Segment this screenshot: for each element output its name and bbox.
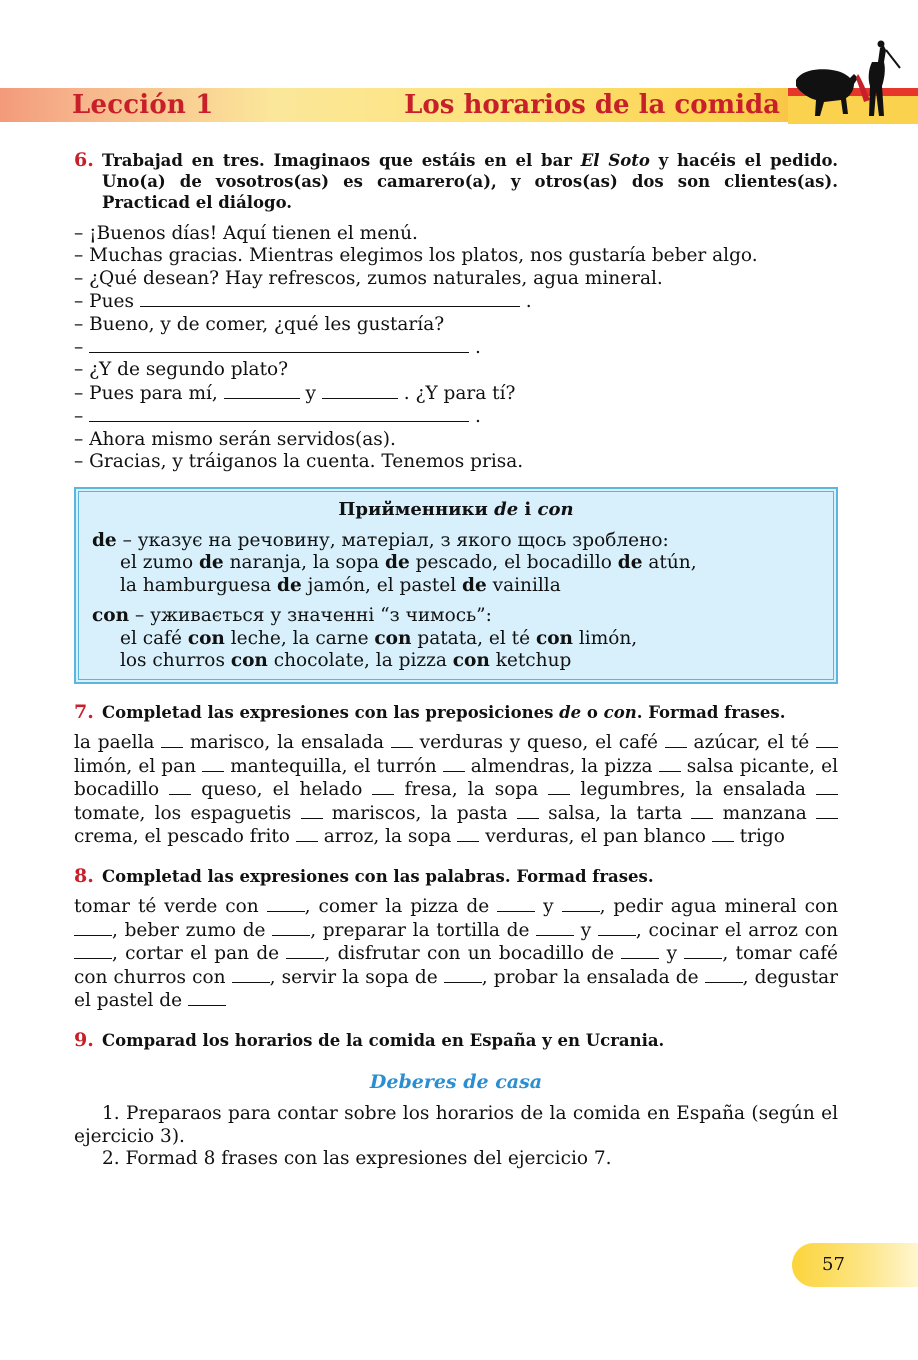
task-8: [74, 866, 838, 1012]
dialog-line: – .: [74, 337, 481, 359]
dialog: [74, 223, 838, 473]
answer-blank[interactable]: [169, 778, 191, 795]
dialog-line: – Pues .: [74, 291, 532, 313]
expression-text: , degustar el pastel de: [74, 966, 839, 1011]
answer-blank[interactable]: [161, 731, 183, 748]
de-rule: de – указує на речовину, матеріал, з якого щось зроблено:: [92, 529, 669, 551]
homework-title: Deberes de casa: [369, 1071, 543, 1094]
grammar-title: Прийменники de і con: [338, 499, 574, 521]
instruction-text: Trabajad en tres. Imaginaos que estáis en el bar: [102, 151, 581, 170]
task-8-expressions: [74, 895, 838, 1012]
task-number: 7.: [74, 701, 94, 724]
dialog-line: – Ahora mismo serán servidos(as).: [74, 428, 396, 450]
answer-blank[interactable]: [497, 895, 535, 912]
dialog-line: – ¡Buenos días! Aquí tienen el menú.: [74, 223, 418, 244]
expression-text: , disfrutar con un bocadillo de: [324, 943, 622, 965]
answer-blank[interactable]: [74, 919, 112, 936]
answer-blank[interactable]: [816, 802, 838, 819]
expression-text: tomar té verde con: [74, 896, 267, 918]
answer-blank[interactable]: [598, 919, 636, 936]
task-6-instruction: [74, 150, 838, 213]
instruction-text: y hacéis el pedido. Uno(a) de vosotros(as) es camarero(a), y otros(as) dos son clientes(as). Practicad el diálogo.: [102, 151, 838, 212]
answer-blank[interactable]: [224, 382, 300, 399]
answer-blank[interactable]: [548, 778, 570, 795]
expression-text: manzana: [713, 802, 816, 824]
answer-blank[interactable]: [267, 895, 305, 912]
answer-blank[interactable]: [562, 895, 600, 912]
expression-text: crema, el pescado frito: [74, 825, 296, 847]
task-number: 6.: [74, 149, 94, 171]
expression-text: limón, el pan: [74, 755, 203, 777]
answer-blank[interactable]: [691, 802, 713, 819]
expression-text: , beber zumo de: [112, 919, 273, 941]
task-7-instruction: 7. Completad las expresiones con las preposiciones de o con. Formad frases.: [74, 701, 786, 724]
answer-blank[interactable]: [301, 802, 323, 819]
de-example: el zumo de naranja, la sopa de pescado, el bocadillo de atún,: [120, 552, 697, 574]
answer-blank[interactable]: [232, 966, 270, 983]
lesson-label: Lección 1: [72, 90, 214, 120]
answer-blank[interactable]: [296, 825, 318, 842]
dialog-line: – ¿Y de segundo plato?: [74, 359, 289, 381]
answer-blank[interactable]: [286, 942, 324, 959]
task-9: [74, 1030, 838, 1051]
answer-blank[interactable]: [621, 942, 659, 959]
answer-blank[interactable]: [89, 336, 469, 353]
page-number-tab: [792, 1243, 918, 1287]
answer-blank[interactable]: [665, 731, 687, 748]
expression-text: mantequilla, el turrón: [224, 755, 443, 777]
expression-text: , cortar el pan de: [112, 943, 287, 965]
expression-text: mariscos, la pasta: [322, 802, 517, 824]
expression-text: arroz, la sopa: [317, 825, 458, 847]
answer-blank[interactable]: [188, 989, 226, 1006]
expression-text: tomate, los espaguetis: [74, 802, 301, 824]
answer-blank[interactable]: [443, 755, 465, 772]
task-number: 8.: [74, 865, 94, 888]
expression-text: legumbres, la ensalada: [570, 779, 817, 801]
expression-text: trigo: [733, 825, 785, 847]
dialog-line: – Pues para mí, y . ¿Y para tí?: [74, 382, 516, 404]
dialog-line: – Gracias, y tráiganos la cuenta. Tenemos prisa.: [74, 451, 524, 473]
homework-item: 2. Formad 8 frases con las expresiones del ejercicio 7.: [102, 1148, 612, 1170]
expression-text: , tomar café con churros con: [74, 943, 838, 988]
bar-name: El Soto: [580, 151, 650, 170]
task-9-instruction: 9. Comparad los horarios de la comida en España y en Ucrania.: [74, 1029, 665, 1052]
answer-blank[interactable]: [457, 825, 479, 842]
con-example: los churros con chocolate, la pizza con ketchup: [120, 649, 572, 671]
expression-text: azúcar, el té: [686, 732, 816, 754]
expression-text: almendras, la pizza: [464, 755, 659, 777]
expression-text: fresa, la sopa: [394, 779, 549, 801]
homework-item: 1. Preparaos para contar sobre los horarios de la comida en España (según el ejercicio 3).: [74, 1103, 838, 1147]
dialog-line: – .: [74, 406, 481, 428]
expression-text: y: [574, 919, 598, 941]
page-content: [74, 150, 838, 1171]
de-example: la hamburguesa de jamón, el pastel de vainilla: [120, 574, 561, 596]
expression-text: y: [535, 896, 562, 918]
expression-text: , pedir agua mineral con: [599, 896, 839, 918]
answer-blank[interactable]: [372, 778, 394, 795]
page-number: 57: [822, 1254, 845, 1275]
expression-text: queso, el helado: [191, 779, 373, 801]
answer-blank[interactable]: [202, 755, 224, 772]
answer-blank[interactable]: [272, 919, 310, 936]
answer-blank[interactable]: [816, 731, 838, 748]
expression-text: salsa picante, el bocadillo: [74, 755, 838, 801]
expression-text: , cocinar el arroz con: [635, 919, 838, 941]
task-7-expressions: [74, 731, 838, 848]
answer-blank[interactable]: [816, 778, 838, 795]
dialog-line: – Bueno, y de comer, ¿qué les gustaría?: [74, 313, 445, 335]
expression-text: y: [659, 943, 685, 965]
expression-text: salsa, la tarta: [538, 802, 692, 824]
answer-blank[interactable]: [391, 731, 413, 748]
expression-text: , preparar la tortilla de: [310, 919, 537, 941]
answer-blank[interactable]: [712, 825, 734, 842]
task-7: [74, 702, 838, 848]
answer-blank[interactable]: [705, 966, 743, 983]
answer-blank[interactable]: [74, 942, 112, 959]
expression-text: , servir la sopa de: [269, 966, 444, 988]
expression-text: verduras, el pan blanco: [479, 825, 712, 847]
dialog-line: – ¿Qué desean? Hay refrescos, zumos naturales, agua mineral.: [74, 267, 663, 289]
bullfighter-silhouette-icon: [788, 40, 918, 126]
answer-blank[interactable]: [659, 755, 681, 772]
grammar-box: [74, 487, 838, 684]
answer-blank[interactable]: [536, 919, 574, 936]
answer-blank[interactable]: [322, 382, 398, 399]
expression-text: marisco, la ensalada: [183, 732, 391, 754]
con-example: el café con leche, la carne con patata, el té con limón,: [120, 627, 638, 649]
answer-blank[interactable]: [517, 802, 539, 819]
homework: [74, 1103, 838, 1170]
answer-blank[interactable]: [140, 290, 520, 307]
answer-blank[interactable]: [89, 405, 469, 422]
answer-blank[interactable]: [444, 966, 482, 983]
lesson-title: Los horarios de la comida: [404, 90, 780, 120]
task-8-instruction: 8. Completad las expresiones con las palabras. Formad frases.: [74, 865, 654, 888]
expression-text: verduras y queso, el café: [412, 732, 665, 754]
con-rule: con – уживається у значенні “з чимось”:: [92, 605, 492, 627]
dialog-line: – Muchas gracias. Mientras elegimos los platos, nos gustaría beber algo.: [74, 245, 758, 267]
expression-text: , probar la ensalada de: [481, 966, 705, 988]
expression-text: la paella: [74, 732, 162, 754]
answer-blank[interactable]: [684, 942, 722, 959]
task-number: 9.: [74, 1029, 94, 1052]
expression-text: , comer la pizza de: [304, 896, 498, 918]
